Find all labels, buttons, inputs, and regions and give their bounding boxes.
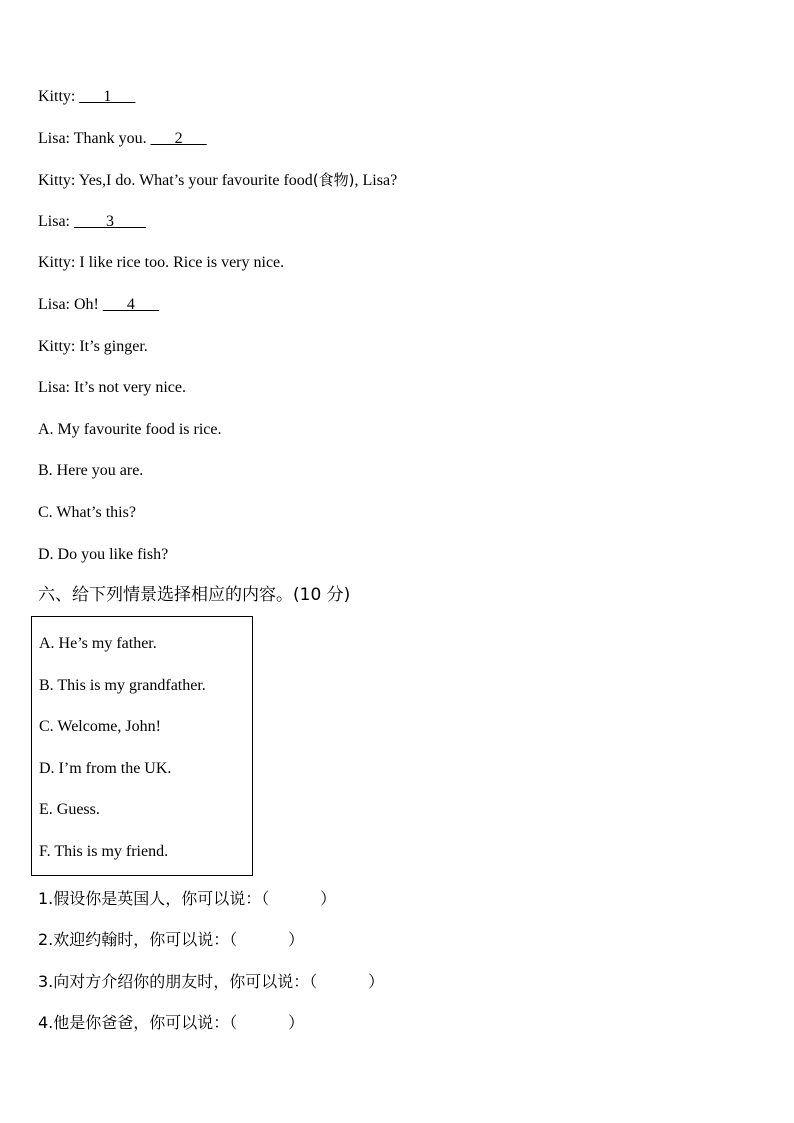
speaker-label: Lisa: (38, 213, 70, 230)
dialogue-line (38, 295, 159, 315)
box-option: F. This is my friend. (39, 843, 169, 860)
chinese-gloss: (食物) (312, 171, 355, 189)
speaker-label: Kitty: (38, 172, 76, 189)
dialogue-text: , Lisa? (354, 172, 398, 189)
dialogue-text: Thank you. (73, 130, 151, 147)
dialogue-text: Yes,I do. What’s your favourite food (78, 172, 313, 189)
dialogue-text: It’s not very nice. (74, 379, 186, 396)
speaker-label: Kitty: (38, 254, 76, 271)
dialogue-line (38, 337, 148, 357)
section-heading: 六、给下列情景选择相应的内容。(10 分) (38, 585, 351, 605)
dialogue-line (38, 87, 135, 107)
speaker-label: Lisa: (38, 379, 70, 396)
choice-option: C. What’s this? (38, 504, 136, 521)
answer-blank: ___1___ (79, 88, 136, 105)
question-item: 4.他是你爸爸，你可以说：（ ） (38, 1013, 305, 1032)
box-option: D. I’m from the UK. (39, 760, 172, 777)
dialogue-line (38, 170, 397, 191)
dialogue-text: I like rice too. Rice is very nice. (79, 254, 285, 271)
box-option: E. Guess. (39, 801, 100, 818)
speaker-label: Lisa: (38, 130, 70, 147)
dialogue-line (38, 212, 146, 232)
dialogue-line (38, 129, 207, 149)
box-option: C. Welcome, John! (39, 718, 161, 735)
dialogue-text: It’s ginger. (79, 338, 148, 355)
question-item: 2.欢迎约翰时，你可以说：（ ） (38, 930, 305, 949)
choice-option: A. My favourite food is rice. (38, 421, 222, 438)
answer-blank: ___4___ (102, 296, 159, 313)
speaker-label: Lisa: (38, 296, 70, 313)
box-option: B. This is my grandfather. (39, 677, 206, 694)
answer-blank: ___2___ (150, 130, 207, 147)
choice-option: D. Do you like fish? (38, 546, 169, 563)
answer-blank: ____3____ (74, 213, 146, 230)
question-item: 1.假设你是英国人，你可以说：（ ） (38, 889, 337, 908)
dialogue-line (38, 378, 186, 398)
speaker-label: Kitty: (38, 88, 76, 105)
speaker-label: Kitty: (38, 338, 76, 355)
choice-option: B. Here you are. (38, 462, 144, 479)
dialogue-text: Oh! (74, 296, 103, 313)
dialogue-line (38, 253, 284, 273)
question-item: 3.向对方介绍你的朋友时，你可以说：（ ） (38, 972, 385, 991)
options-box (31, 616, 253, 876)
box-option: A. He’s my father. (39, 635, 157, 652)
